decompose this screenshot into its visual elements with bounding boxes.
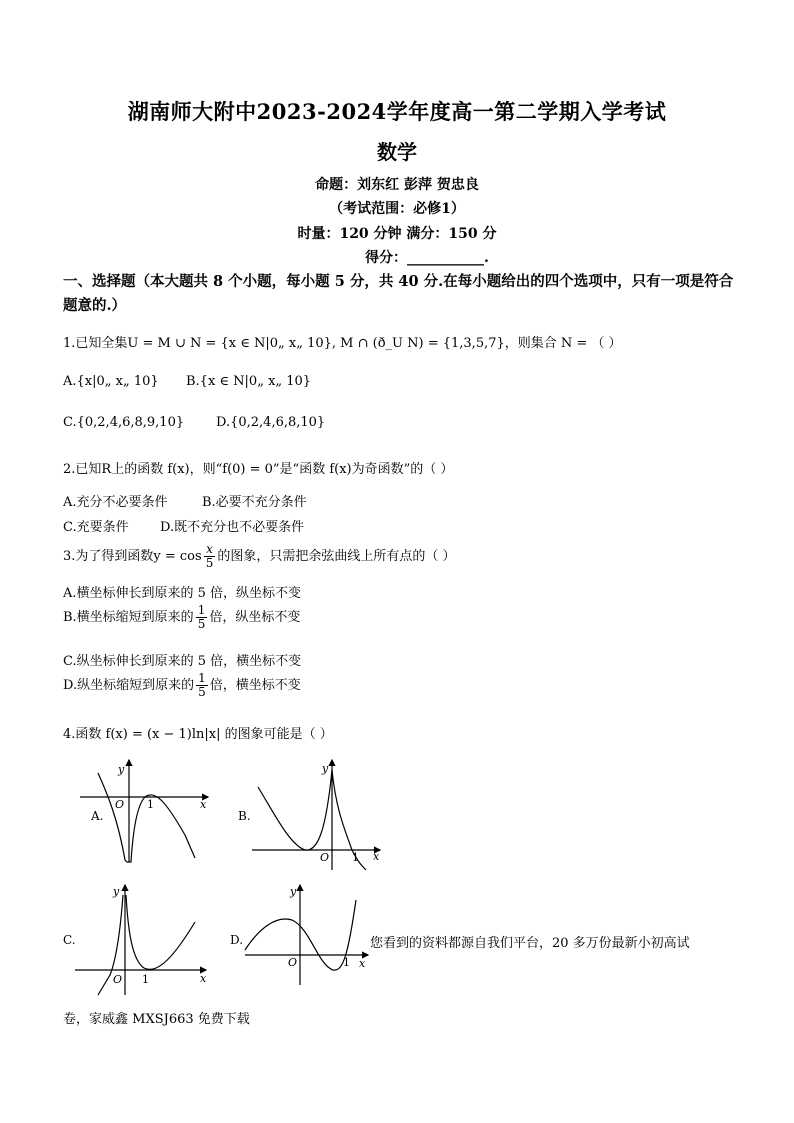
q3-stem-pre: 3.为了得到函数y = cos: [63, 549, 202, 564]
graph-c-x-label: x: [200, 972, 207, 985]
q3-stem-post: 的图象，只需把余弦曲线上所有点的（ ）: [217, 549, 456, 564]
q2-option-c: C.充要条件: [63, 520, 129, 535]
graph-d-y-label: y: [290, 885, 297, 898]
graph-c: [75, 885, 206, 995]
graph-b-y-label: y: [322, 762, 329, 775]
graph-b-curve-right: [332, 770, 366, 870]
graph-d-origin: O: [288, 956, 298, 969]
graph-b: [252, 760, 380, 870]
graph-c-origin: O: [113, 973, 123, 986]
exam-title: 湖南师大附中2023-2024学年度高一第二学期入学考试: [127, 99, 667, 124]
graph-b-x-label: x: [373, 850, 380, 863]
graph-a-origin: O: [115, 798, 125, 811]
section-heading: 一、选择题（本大题共 8 个小题，每小题 5 分，共 40 分.在每小题给出的四个选项中，只有一项是符合题意的.）: [63, 273, 734, 314]
graph-c-y-label: y: [113, 885, 120, 898]
graph-a-label: A.: [91, 809, 104, 823]
q1-option-c: C.{0,2,4,6,8,9,10}: [63, 415, 185, 430]
q1-option-d: D.{0,2,4,6,8,10}: [216, 415, 326, 430]
graph-d-x-label: x: [359, 957, 366, 970]
fraction-one-fifth: $\frac{1}{5}$: [198, 671, 206, 699]
exam-time-score: 时量：120 分钟 满分：150 分: [297, 226, 497, 242]
graph-d: [245, 885, 368, 985]
exam-scope: （考试范围：必修1）: [329, 201, 465, 217]
ad-line-2: 卷，家威鑫 MXSJ663 免费下载: [63, 1012, 250, 1027]
graph-c-one: 1: [142, 973, 149, 986]
graph-a-one: 1: [147, 798, 154, 811]
graph-a-curve-right: [129, 795, 195, 862]
q1-stem: 1.已知全集U = M ∪ N = {x ∈ N|0„ x„ 10}, M ∩ (ð_U N) = {1,3,5,7}，则集合 N = （ ）: [63, 336, 622, 351]
graph-b-label: B.: [238, 809, 251, 823]
graph-b-one: 1: [352, 851, 359, 864]
graph-c-curve-right: [126, 895, 195, 969]
q3-option-b: B.横坐标缩短到原来的 $\frac{1}{5}$ 倍，纵坐标不变: [63, 603, 301, 631]
q3-option-d: D.纵坐标缩短到原来的 $\frac{1}{5}$ 倍，横坐标不变: [63, 671, 301, 699]
q2-stem: 2.已知R上的函数 f(x)，则“f(0) = 0”是“函数 f(x)为奇函数”的（ ）: [63, 462, 454, 477]
q2-option-a: A.充分不必要条件: [63, 495, 168, 510]
graph-c-label: C.: [63, 933, 76, 947]
ad-line-1: 您看到的资料都源自我们平台，20 多万份最新小初高试: [370, 936, 690, 951]
q1-option-b: B.{x ∈ N|0„ x„ 10}: [186, 374, 312, 389]
graph-a-y-label: y: [118, 763, 125, 776]
graph-d-label: D.: [230, 933, 244, 947]
q2-option-d: D.既不充分也不必要条件: [160, 520, 305, 535]
graph-b-curve-left: [258, 770, 332, 850]
graph-d-one: 1: [343, 956, 350, 969]
graph-a-x-label: x: [200, 798, 207, 811]
graph-b-origin: O: [320, 851, 330, 864]
exam-subject: 数学: [377, 140, 417, 164]
fraction-one-fifth: $\frac{1}{5}$: [197, 603, 206, 631]
q4-stem: 4.函数 f(x) = (x − 1)ln|x| 的图象可能是（ ）: [63, 727, 333, 742]
q1-option-a: A.{x|0„ x„ 10}: [63, 374, 159, 389]
q2-option-b: B.必要不充分条件: [202, 495, 307, 510]
exam-authors: 命题：刘东红 彭萍 贺忠良: [315, 177, 479, 193]
q3-option-c: C.纵坐标伸长到原来的 5 倍，横坐标不变: [63, 654, 302, 669]
q3-fraction: $\frac{x}{5}$: [205, 542, 214, 570]
q3-option-a: A.横坐标伸长到原来的 5 倍，纵坐标不变: [63, 586, 302, 601]
score-blank: 得分：___________.: [365, 250, 489, 266]
